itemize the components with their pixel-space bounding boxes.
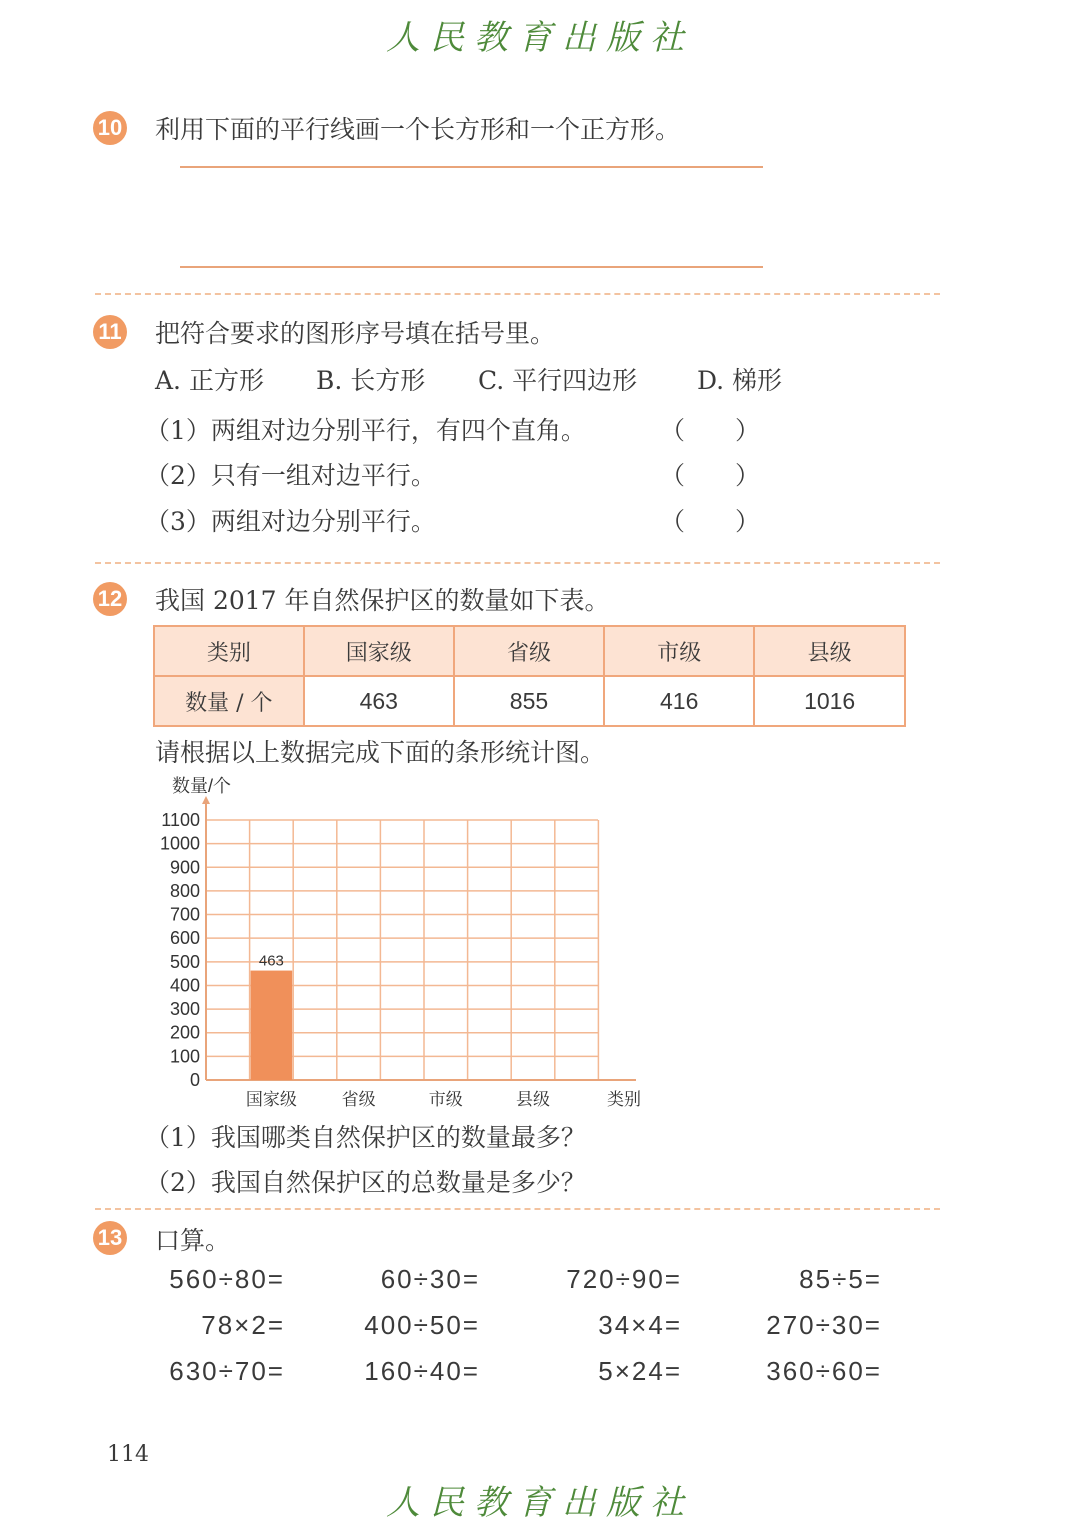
calc-item: 78×2=	[201, 1310, 285, 1340]
x-tick-label: 省级	[341, 1090, 376, 1109]
question-13-text: 口算。	[155, 1226, 231, 1255]
q11-item-2: （2）只有一组对边平行。	[145, 461, 436, 490]
question-badge-12: 12	[93, 582, 127, 616]
y-tick-label: 700	[169, 904, 200, 925]
y-tick-label: 600	[169, 928, 200, 949]
calc-item: 400÷50=	[364, 1310, 480, 1340]
q12-question-1: （1）我国哪类自然保护区的数量最多？	[145, 1123, 586, 1152]
y-tick-label: 100	[169, 1046, 200, 1067]
table-header-cell: 省级	[454, 626, 604, 676]
y-tick-label: 400	[169, 975, 200, 996]
y-tick-label: 200	[169, 1022, 200, 1043]
y-tick-label: 900	[169, 857, 200, 878]
bar	[251, 971, 293, 1080]
table-header-row	[154, 626, 905, 676]
question-badge-10: 10	[93, 111, 127, 145]
y-tick-label: 500	[169, 951, 200, 972]
question-12-text: 我国 2017 年自然保护区的数量如下表。	[155, 586, 610, 615]
question-11-text: 把符合要求的图形序号填在括号里。	[155, 319, 556, 348]
calc-item: 630÷70=	[169, 1356, 285, 1386]
y-axis-arrow	[202, 796, 210, 804]
parallel-line-bottom	[180, 266, 763, 268]
table-row-header: 数量 / 个	[154, 676, 304, 726]
x-axis-title: 类别	[607, 1090, 641, 1109]
x-tick-label: 国家级	[245, 1090, 297, 1109]
publisher-watermark-top: 人民教育出版社	[386, 18, 694, 58]
calc-item: 560÷80=	[169, 1264, 285, 1294]
option-c: C. 平行四边形	[478, 366, 638, 395]
y-axis-title: 数量/个	[172, 776, 232, 796]
calc-item: 270÷30=	[766, 1310, 882, 1340]
table-cell: 855	[454, 676, 604, 726]
page-number: 114	[107, 1442, 149, 1467]
calc-item: 34×4=	[598, 1310, 682, 1340]
q11-answer-blank-3[interactable]: （ ）	[660, 507, 761, 536]
table-cell: 1016	[754, 676, 905, 726]
section-divider	[95, 293, 940, 295]
table-header-cell: 类别	[154, 626, 304, 676]
chart-instruction: 请根据以上数据完成下面的条形统计图。	[155, 738, 606, 767]
table-header-cell: 县级	[754, 626, 905, 676]
table-cell: 463	[304, 676, 454, 726]
calc-item: 360÷60=	[766, 1356, 882, 1386]
bar-value-label: 463	[258, 952, 284, 970]
section-divider	[95, 1208, 940, 1210]
q12-question-2: （2）我国自然保护区的总数量是多少？	[145, 1168, 586, 1197]
calc-item: 160÷40=	[364, 1356, 480, 1386]
q11-answer-blank-2[interactable]: （ ）	[660, 461, 761, 490]
calc-item: 5×24=	[598, 1356, 682, 1386]
publisher-watermark-bottom: 人民教育出版社	[386, 1483, 694, 1523]
bar-chart	[150, 770, 650, 1110]
calc-item: 60÷30=	[380, 1264, 480, 1294]
option-a: A. 正方形	[155, 366, 264, 395]
table-row	[154, 676, 905, 726]
y-tick-label: 300	[169, 999, 200, 1020]
question-badge-11: 11	[93, 315, 127, 349]
section-divider	[95, 562, 940, 564]
q11-answer-blank-1[interactable]: （ ）	[660, 416, 761, 445]
table-header-cell: 市级	[604, 626, 754, 676]
q11-item-1: （1）两组对边分别平行，有四个直角。	[145, 416, 586, 445]
reserve-count-table	[153, 625, 906, 727]
table-header-cell: 国家级	[304, 626, 454, 676]
x-tick-label: 市级	[428, 1090, 463, 1109]
parallel-line-top	[180, 166, 763, 168]
y-tick-label: 1000	[159, 833, 200, 854]
y-tick-label: 1100	[161, 810, 200, 830]
question-badge-13: 13	[93, 1221, 127, 1255]
calc-item: 720÷90=	[566, 1264, 682, 1294]
option-d: D. 梯形	[697, 366, 783, 395]
y-tick-label: 800	[169, 880, 200, 901]
q11-item-3: （3）两组对边分别平行。	[145, 507, 436, 536]
option-b: B. 长方形	[316, 366, 426, 395]
y-tick-label: 0	[189, 1070, 200, 1090]
calc-item: 85÷5=	[799, 1264, 882, 1294]
table-cell: 416	[604, 676, 754, 726]
x-tick-label: 县级	[516, 1090, 550, 1109]
question-10-text: 利用下面的平行线画一个长方形和一个正方形。	[155, 115, 681, 144]
